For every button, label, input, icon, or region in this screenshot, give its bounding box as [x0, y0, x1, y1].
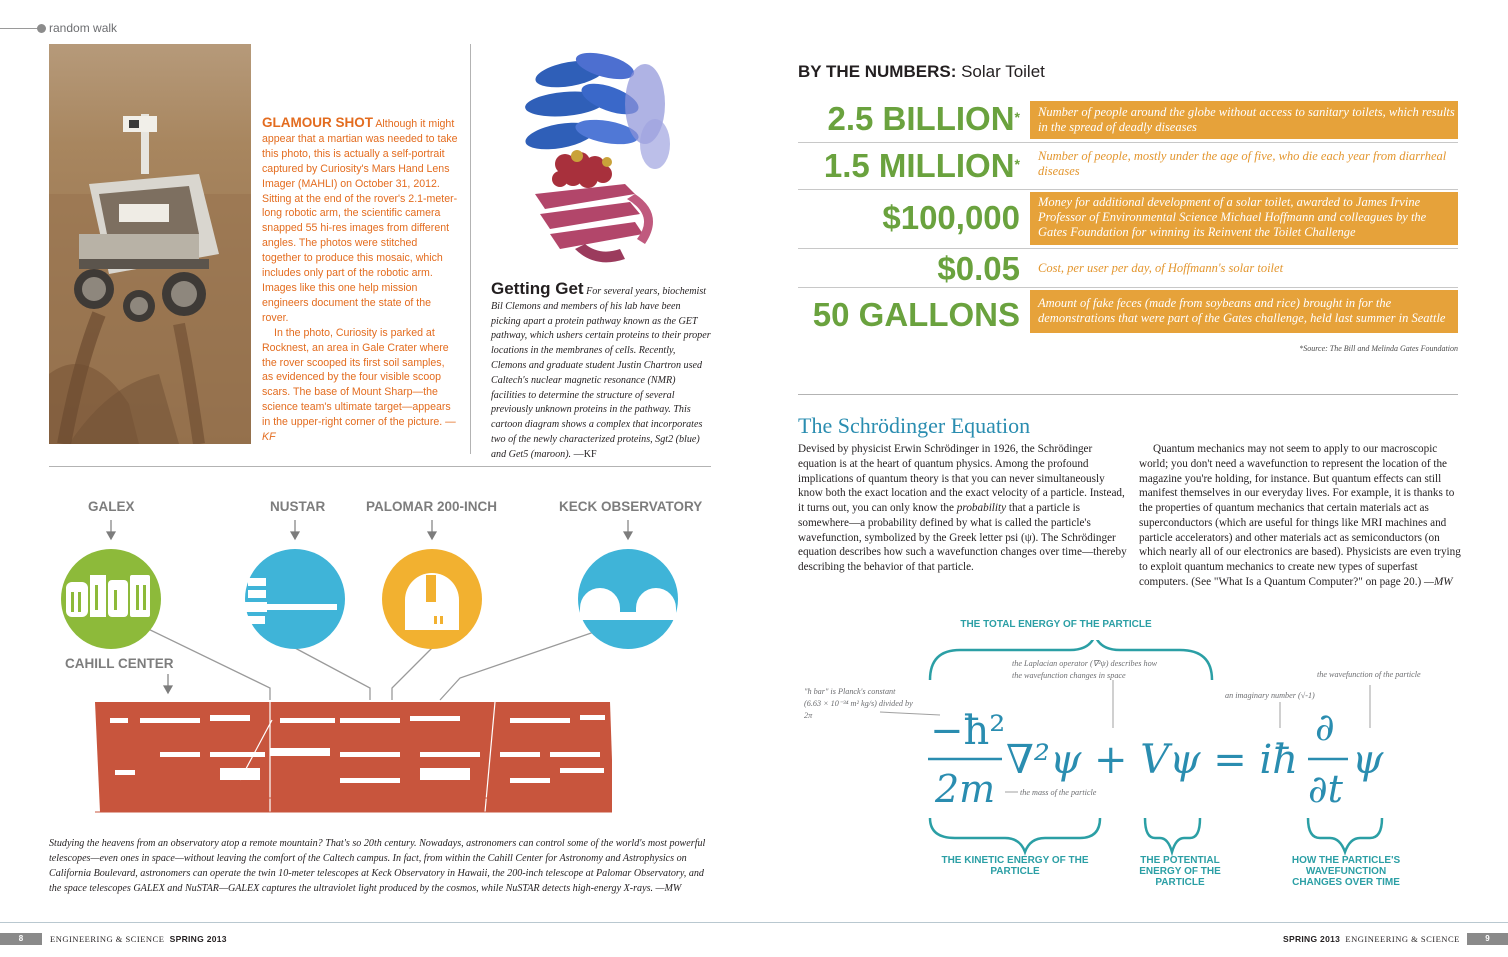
- wavefunction-change-label: HOW THE PARTICLE'S WAVEFUNCTION CHANGES OVER TIME: [1291, 855, 1401, 888]
- equation-denominator: 2m: [935, 767, 996, 811]
- left-page-number: 8: [0, 933, 42, 945]
- getting-get-heading: Getting Get: [491, 279, 584, 298]
- getting-get-body: For several years, biochemist Bil Clemons and members of his lab have been picking apart a protein pathway known as the GET pathway, which ushers certain proteins to their proper locations in the membranes of cells. Recently, Clemons and graduate student Justin Chartron used Caltech's nuclear magnetic resonance (NMR) facilities to determine the structure of several previously unknown proteins in the pathway. This cartoon diagram shows a complex that incorporates two of the newly characterized proteins, Sgt2 (blue) and Get5 (maroon).: [491, 286, 711, 460]
- by-the-numbers-source: *Source: The Bill and Melinda Gates Foundation: [1299, 344, 1458, 353]
- by-the-numbers-title-bold: BY THE NUMBERS:: [798, 62, 957, 81]
- protein-cartoon-diagram: [515, 44, 715, 274]
- equation-main: ∇²ψ + Vψ = iħ: [1006, 737, 1299, 783]
- footer-rule: [0, 922, 1508, 923]
- stat-desc-2: Number of people, mostly under the age of five, who die each year from diarrheal diseases: [1038, 149, 1447, 179]
- label-cahill-center: CAHILL CENTER: [65, 656, 174, 671]
- label-palomar: PALOMAR 200-INCH: [366, 499, 498, 514]
- stat-divider: [798, 142, 1458, 143]
- label-keck: KECK OBSERVATORY: [559, 499, 703, 514]
- glamour-shot-byline: —KF: [262, 416, 456, 444]
- glamour-shot-article: [262, 116, 458, 445]
- by-the-numbers-title: [798, 62, 1045, 82]
- total-energy-label: THE TOTAL ENERGY OF THE PARTICLE: [960, 619, 1152, 630]
- stat-desc-5: Amount of fake feces (made from soybeans and rice) brought in for the demonstrations that were part of the Gates challenge, held last summer in Seattle: [1030, 290, 1458, 333]
- label-nustar: NUSTAR: [270, 499, 326, 514]
- stat-value-5: 50 GALLONS: [812, 296, 1020, 333]
- glamour-shot-paragraph-1: Although it might appear that a martian was needed to take this photo, this is actually a self-portrait captured by Curiosity's Mars Hand Lens Imager (MAHLI) on October 31, 2012. Sitting at the end of the rover's 2.1-meter-long robotic arm, the scientific camera snapped 55 hi-res images from different angles. The photos were stitched together to produce this mosaic, which includes only part of the robotic arm. Images like this one help mission engineers document the state of the rover.: [262, 118, 458, 324]
- glamour-shot-heading: GLAMOUR SHOT: [262, 115, 373, 130]
- observatory-caption: Studying the heavens from an observatory atop a remote mountain? That's so 20th century. Nowadays, astronomers can control some of the world's most powerful telescopes—even ones in space—without leaving the comfort of the Caltech campus. In fact, from within the Cahill Center for Astronomy and Astrophysics on California Boulevard, astronomers can operate the twin 10-meter telescopes at Keck Observatory in Hawaii, the 200-inch telescope at Palomar Observatory, and the space telescopes GALEX and NuSTAR—GALEX captures the ultraviolet light produced by the cosmos, while NuSTAR detects high-energy X-rays. —MW: [49, 838, 706, 894]
- observatory-diagram: [40, 520, 720, 820]
- equation-psi: ψ: [1352, 737, 1384, 783]
- section-divider: [798, 394, 1458, 395]
- stat-divider: [798, 189, 1458, 190]
- getting-get-article: [491, 279, 711, 463]
- section-tag-dot: [37, 24, 46, 33]
- label-galex: GALEX: [88, 499, 135, 514]
- laplacian-note: the Laplacian operator (∇²ψ) describes how the wavefunction changes in space: [1012, 659, 1158, 680]
- section-tag-rule: [0, 28, 40, 29]
- cahill-center-building: [95, 702, 612, 812]
- imaginary-note: an imaginary number (√-1): [1225, 691, 1315, 700]
- stat-value-2: 1.5 MILLION*: [823, 147, 1020, 184]
- getting-get-byline: —KF: [571, 448, 597, 460]
- curiosity-selfie-photo: [49, 44, 251, 444]
- schrodinger-column-1: Devised by physicist Erwin Schrödinger in 1926, the Schrödinger equation is at the heart of quantum physics. Among the profound implications of quantum theory is that you can never simultaneously know both the exact location and the exact velocity of a particle. Instead, it turns out, you can only know the probability that a particle is somewhere—a probability defined by what is called the particle's wavefunction, symbolized by the Greek letter psi (ψ). The Schrödinger equation describes how such a wavefunction changes over time—thereby describing the behavior of that particle.: [798, 443, 1127, 573]
- section-divider: [49, 466, 711, 467]
- stat-value-1: 2.5 BILLION*: [827, 100, 1020, 137]
- equation-numerator: −ħ²: [930, 708, 1006, 754]
- kinetic-energy-label: THE KINETIC ENERGY OF THE PARTICLE: [941, 855, 1089, 877]
- schrodinger-column-2: Quantum mechanics may not seem to apply to our macroscopic world; you don't need a wavefunction to represent the location of the magazine you're holding, for instance. But quantum effects can still manifest themselves in our everyday lives. For example, it is thanks to the properties of quantum mechanics that certain materials act as superconductors (which are useful for things like MRI machines and particle accelerators) and other materials act as semiconductors (on which nearly all of our electronics are based). Physicists are even trying to exploit quantum mechanics to create new types of superfast computers. (See "What Is a Quantum Computer?" on page 20.) —MW: [1139, 443, 1461, 588]
- stat-value-4: $0.05: [937, 250, 1020, 287]
- right-footer: SPRING 2013 ENGINEERING & SCIENCE: [1283, 934, 1460, 944]
- by-the-numbers-title-topic: Solar Toilet: [956, 62, 1045, 81]
- stat-desc-4: Cost, per user per day, of Hoffmann's solar toilet: [1038, 261, 1284, 275]
- equation-partial-numerator: ∂: [1315, 705, 1335, 749]
- potential-energy-label: THE POTENTIAL ENERGY OF THE PARTICLE: [1139, 855, 1221, 888]
- equation-partial-denominator: ∂t: [1308, 767, 1343, 811]
- stat-divider: [798, 287, 1458, 288]
- hbar-note: "ħ bar" is Planck's constant (6.63 × 10⁻³⁴ m² kg/s) divided by 2π: [804, 687, 913, 720]
- stat-desc-3: Money for additional development of a solar toilet, awarded to James Irvine Professor of Environmental Science Michael Hoffmann and colleagues by the Gates Foundation for winning its Reinvent the Toilet Challenge: [1030, 192, 1458, 245]
- glamour-shot-paragraph-2: In the photo, Curiosity is parked at Rocknest, an area in Gale Crater where the rover scooped its first soil samples, as evidenced by the four visible scoop scars. The base of Mount Sharp—the science team's ultimate target—appears in the upper-right corner of the picture.: [262, 326, 451, 429]
- schrodinger-title: The Schrödinger Equation: [798, 413, 1031, 438]
- mass-note: the mass of the particle: [1020, 788, 1097, 797]
- left-footer: ENGINEERING & SCIENCE SPRING 2013: [50, 934, 227, 944]
- right-page-number: 9: [1467, 933, 1508, 945]
- wavefunction-note: the wavefunction of the particle: [1317, 670, 1421, 679]
- stat-desc-1: Number of people around the globe without access to sanitary toilets, which results in the spread of deadly diseases: [1030, 101, 1458, 139]
- column-divider: [470, 44, 471, 454]
- section-tag: random walk: [49, 21, 118, 35]
- schrodinger-equation-diagram: [780, 640, 1480, 890]
- stat-value-3: $100,000: [882, 199, 1020, 236]
